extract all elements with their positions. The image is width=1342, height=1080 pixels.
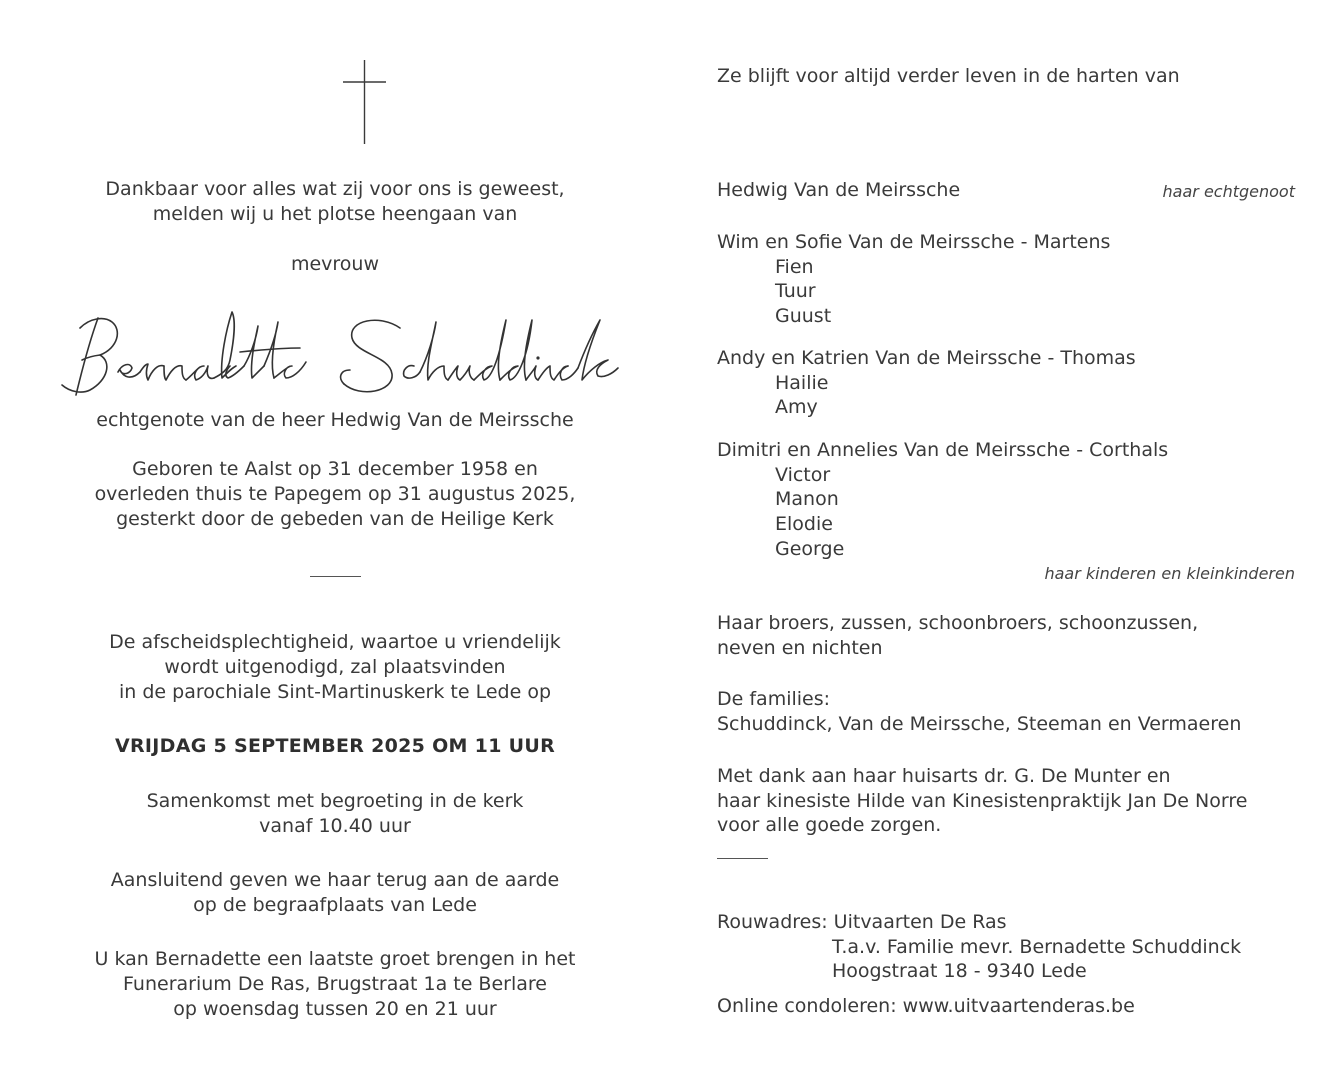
name-script-logo	[60, 300, 620, 410]
grandchild-name: Elodie	[775, 513, 833, 536]
divider	[310, 576, 361, 577]
mourning-address	[717, 910, 1295, 984]
divider	[717, 858, 768, 859]
online-condolence	[717, 994, 1295, 1019]
grandchild-name: Fien	[775, 255, 814, 278]
family-entry	[717, 230, 1295, 329]
children-relation-row	[717, 562, 1295, 586]
intro-text	[60, 177, 610, 227]
visitation-text: U kan Bernadette een laatste groet brengen in het Funerarium De Ras, Brugstraat 1a te Berlare op woensdag tussen 20 en 21 uur	[94, 948, 576, 1020]
address-label: Rouwadres: Uitvaarten De Ras	[717, 911, 1007, 933]
deceased-name-signature	[60, 300, 610, 410]
address-line: Hoogstraat 18 - 9340 Lede	[832, 960, 1087, 983]
thanks-text: Met dank aan haar huisarts dr. G. De Munter en haar kinesiste Hilde van Kinesistenpraktijk Jan De Norre voor alle goede zorgen.	[717, 765, 1248, 837]
spouse-line: echtgenote van de heer Hedwig Van de Meirssche	[96, 409, 574, 431]
family-heading: Ze blijft voor altijd verder leven in de harten van	[717, 65, 1180, 87]
gathering-text: Samenkomst met begroeting in de kerk vanaf 10.40 uur	[146, 790, 524, 837]
spouse-entry	[717, 178, 1295, 203]
birth-death-text: Geboren te Aalst op 31 december 1958 en overleden thuis te Papegem op 31 augustus 2025, gesterkt door de gebeden van de Heilige Kerk	[94, 458, 576, 530]
ceremony-text: De afscheidsplechtigheid, waartoe u vriendelijk wordt uitgenodigd, zal plaatsvinden in de parochiale Sint-Martinuskerk te Lede op	[109, 631, 561, 703]
intro-line: melden wij u het plotse heengaan van	[152, 203, 518, 225]
spouse-name: Hedwig Van de Meirssche	[717, 179, 961, 201]
grandchild-name: Tuur	[775, 280, 816, 303]
family-parents: Wim en Sofie Van de Meirssche - Martens	[717, 231, 1111, 253]
intro-line: Dankbaar voor alles wat zij voor ons is geweest,	[105, 178, 565, 200]
grandchild-name: Hailie	[775, 371, 829, 394]
family-entry	[717, 346, 1295, 420]
grandchild-name: Victor	[775, 463, 831, 486]
grandchild-name: Manon	[775, 488, 839, 511]
ceremony-date: VRIJDAG 5 SEPTEMBER 2025 OM 11 UUR	[114, 735, 556, 757]
children-relation: haar kinderen en kleinkinderen	[1044, 564, 1295, 583]
families-text: De families: Schuddinck, Van de Meirssche, Steeman en Vermaeren	[717, 688, 1242, 735]
cross-icon	[343, 60, 387, 144]
address-line: T.a.v. Familie mevr. Bernadette Schuddinck	[832, 935, 1242, 958]
family-parents: Dimitri en Annelies Van de Meirssche - Corthals	[717, 439, 1169, 461]
grandchild-name: George	[775, 537, 845, 560]
grandchild-name: Guust	[775, 305, 832, 328]
family-parents: Andy en Katrien Van de Meirssche - Thomas	[717, 347, 1136, 369]
condolence-link[interactable]: Online condoleren: www.uitvaartenderas.be	[717, 995, 1135, 1017]
grandchild-name: Amy	[775, 396, 818, 419]
spouse-relation: haar echtgenoot	[1162, 182, 1295, 201]
family-entry	[717, 438, 1295, 562]
siblings-text: Haar broers, zussen, schoonbroers, schoonzussen, neven en nichten	[717, 612, 1199, 659]
honorific: mevrouw	[290, 253, 380, 275]
burial-text: Aansluitend geven we haar terug aan de aarde op de begraafplaats van Lede	[110, 869, 560, 916]
